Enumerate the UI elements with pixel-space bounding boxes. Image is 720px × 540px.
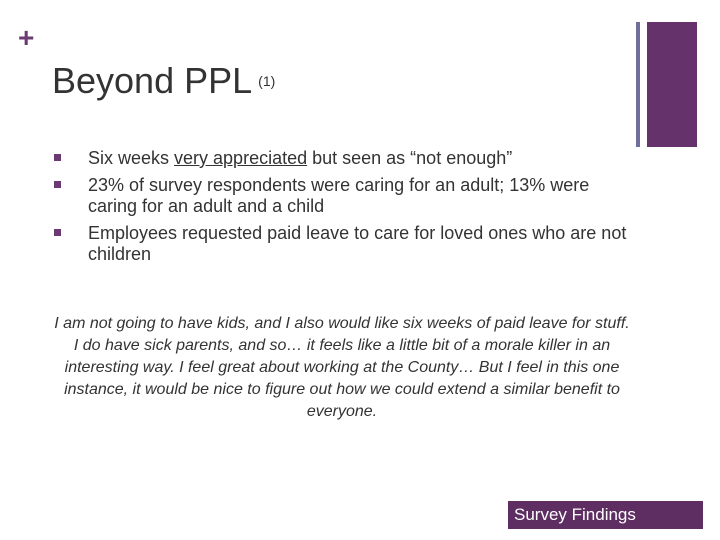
bullet-square-icon (54, 154, 61, 161)
bullet-square-icon (54, 181, 61, 188)
plus-icon: + (18, 22, 35, 53)
bullet-text-suffix: but seen as “not enough” (307, 148, 513, 168)
bullet-item (54, 175, 634, 217)
bullet-text: Employees requested paid leave to care for loved ones who are not children (88, 223, 627, 264)
bullet-text-underlined: very appreciated (174, 148, 308, 168)
decorative-line (636, 22, 640, 147)
bullet-item (54, 223, 634, 265)
bullet-text-prefix: Six weeks (88, 148, 175, 168)
bullet-item (54, 148, 634, 169)
employee-quote: I am not going to have kids, and I also would like six weeks of paid leave for stuff. I do have sick parents, and so… it feels like a little bit of a morale killer in an interesting way. I feel great about working at the County… But I feel in this one instance, it would be nice to figure out how we could extend a similar benefit to everyone. (54, 315, 630, 420)
bullet-text: 23% of survey respondents were caring for an adult; 13% were caring for an adult and a child (88, 175, 590, 216)
bullet-square-icon (54, 229, 61, 236)
bullet-list (54, 148, 634, 271)
decorative-block (647, 22, 697, 147)
slide-title-text: Beyond PPL (52, 60, 253, 101)
slide-title (52, 60, 275, 102)
survey-findings-badge: Survey Findings (508, 501, 703, 529)
title-superscript: (1) (258, 73, 276, 90)
